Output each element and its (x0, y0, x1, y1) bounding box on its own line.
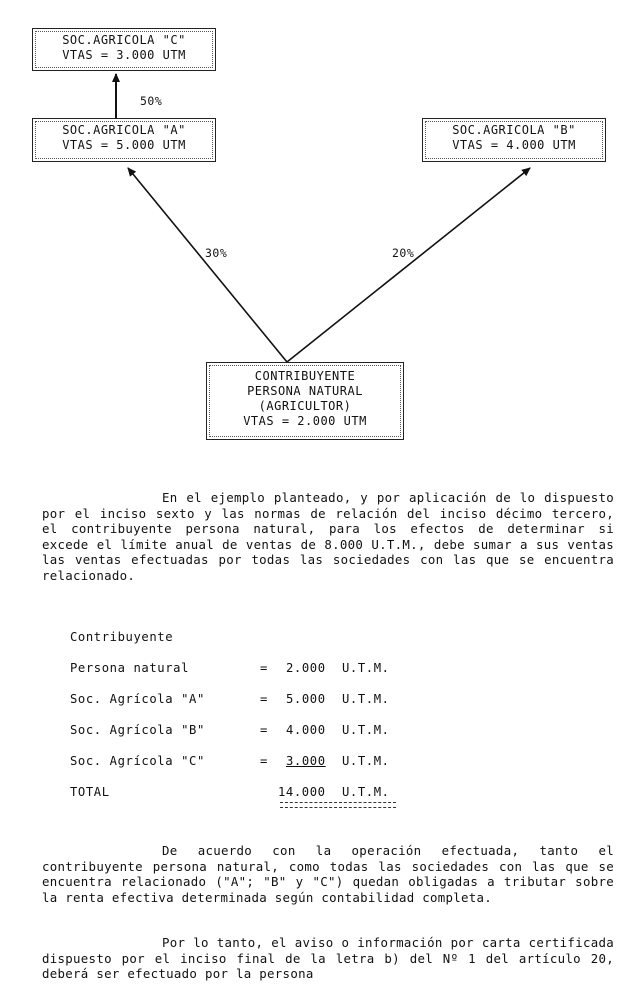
total-value: 14.000 (278, 785, 326, 799)
paragraph-2-text: De acuerdo con la operación efectuada, tanto el contribuyente persona natural, como todas las sociedades con las que se encuentra relacionado ("A"; "B" y "C") quedan obligadas a tributar sobre la renta efectiva determinada según contabilidad completa. (42, 843, 614, 905)
total-unit: U.T.M. (342, 785, 390, 799)
box-b-line2: VTAS = 4.000 UTM (452, 138, 576, 152)
contrib-line1: CONTRIBUYENTE (254, 369, 356, 383)
box-soc-agricola-c (32, 28, 216, 71)
paragraph-3 (42, 935, 614, 982)
document-page: SOC.AGRICOLA "C" VTAS = 3.000 UTM 50% SOC.AGRICOLA "A" VTAS = 5.000 UTM SOC.AGRICOLA "B" VTAS = 4.000 UTM 30% 20% CONTRIBUYENTE PERSONA NATURAL (AGRICULTOR) VTAS = 2.000 UTM En el ejemplo planteado, y por aplicación de lo dispuesto por el inciso sexto y las normas de relación del inciso décimo tercero, el contribuyente persona natural, para los efectos de determinar si excede el límite anual de ventas de 8.000 U.T.M., debe sumar a sus ventas las ventas efectuadas por todas las sociedades con las que se encuentra relacionado. Contribuyente Persona natural = 2.000 U.T.M. Soc. Agrícola "A" = 5.000 U.T.M. Soc. Agrícola "B" = 4.000 U.T.M. Soc. Agrícola "C" = 3.000 U.T.M. TOTAL 14.000 U.T.M. De acuerdo con la operación efectuada, tanto el contribuyente persona natural, como todas las sociedades con las que se encuentra relacionado ("A"; "B" y "C") quedan obligadas a tributar sobre la renta efectiva determinada según contabilidad completa. Por lo tanto, el aviso o información por carta certificada dispuesto por el inciso final de la letra b) del Nº 1 del artículo 20, deberá ser efectuado por la persona (0, 0, 630, 1004)
box-contribuyente (206, 362, 404, 440)
contrib-line4: VTAS = 2.000 UTM (243, 414, 367, 428)
box-a-line2: VTAS = 5.000 UTM (62, 138, 186, 152)
contrib-line2: PERSONA NATURAL (247, 384, 363, 398)
paragraph-1 (42, 490, 614, 583)
total-double-underline (280, 802, 396, 808)
paragraph-3-text: Por lo tanto, el aviso o información por carta certificada dispuesto por el inciso final de la letra b) del Nº 1 del artículo 20, deberá ser efectuado por la persona (42, 935, 614, 981)
pct-a-to-c: 50% (140, 94, 163, 108)
box-b-line1: SOC.AGRICOLA "B" (452, 123, 576, 137)
box-soc-agricola-b (422, 118, 606, 162)
box-a-line1: SOC.AGRICOLA "A" (62, 123, 186, 137)
box-c-line1: SOC.AGRICOLA "C" (62, 33, 186, 47)
arrow-contrib-to-b (287, 168, 530, 362)
arrow-contrib-to-a (128, 168, 287, 362)
table-header-label: Contribuyente (70, 630, 174, 644)
box-c-line2: VTAS = 3.000 UTM (62, 48, 186, 62)
paragraph-1-text: En el ejemplo planteado, y por aplicación de lo dispuesto por el inciso sexto y las normas de relación del inciso décimo tercero, el contribuyente persona natural, para los efectos de determinar si excede el límite anual de ventas de 8.000 U.T.M., debe sumar a sus ventas las ventas efectuadas por todas las sociedades con las que se encuentra relacionado. (42, 490, 614, 583)
total-label: TOTAL (70, 785, 110, 799)
paragraph-2 (42, 843, 614, 905)
pct-contrib-to-b: 20% (392, 246, 415, 260)
box-soc-agricola-a (32, 118, 216, 162)
pct-contrib-to-a: 30% (205, 246, 228, 260)
contrib-line3: (AGRICULTOR) (258, 399, 352, 413)
